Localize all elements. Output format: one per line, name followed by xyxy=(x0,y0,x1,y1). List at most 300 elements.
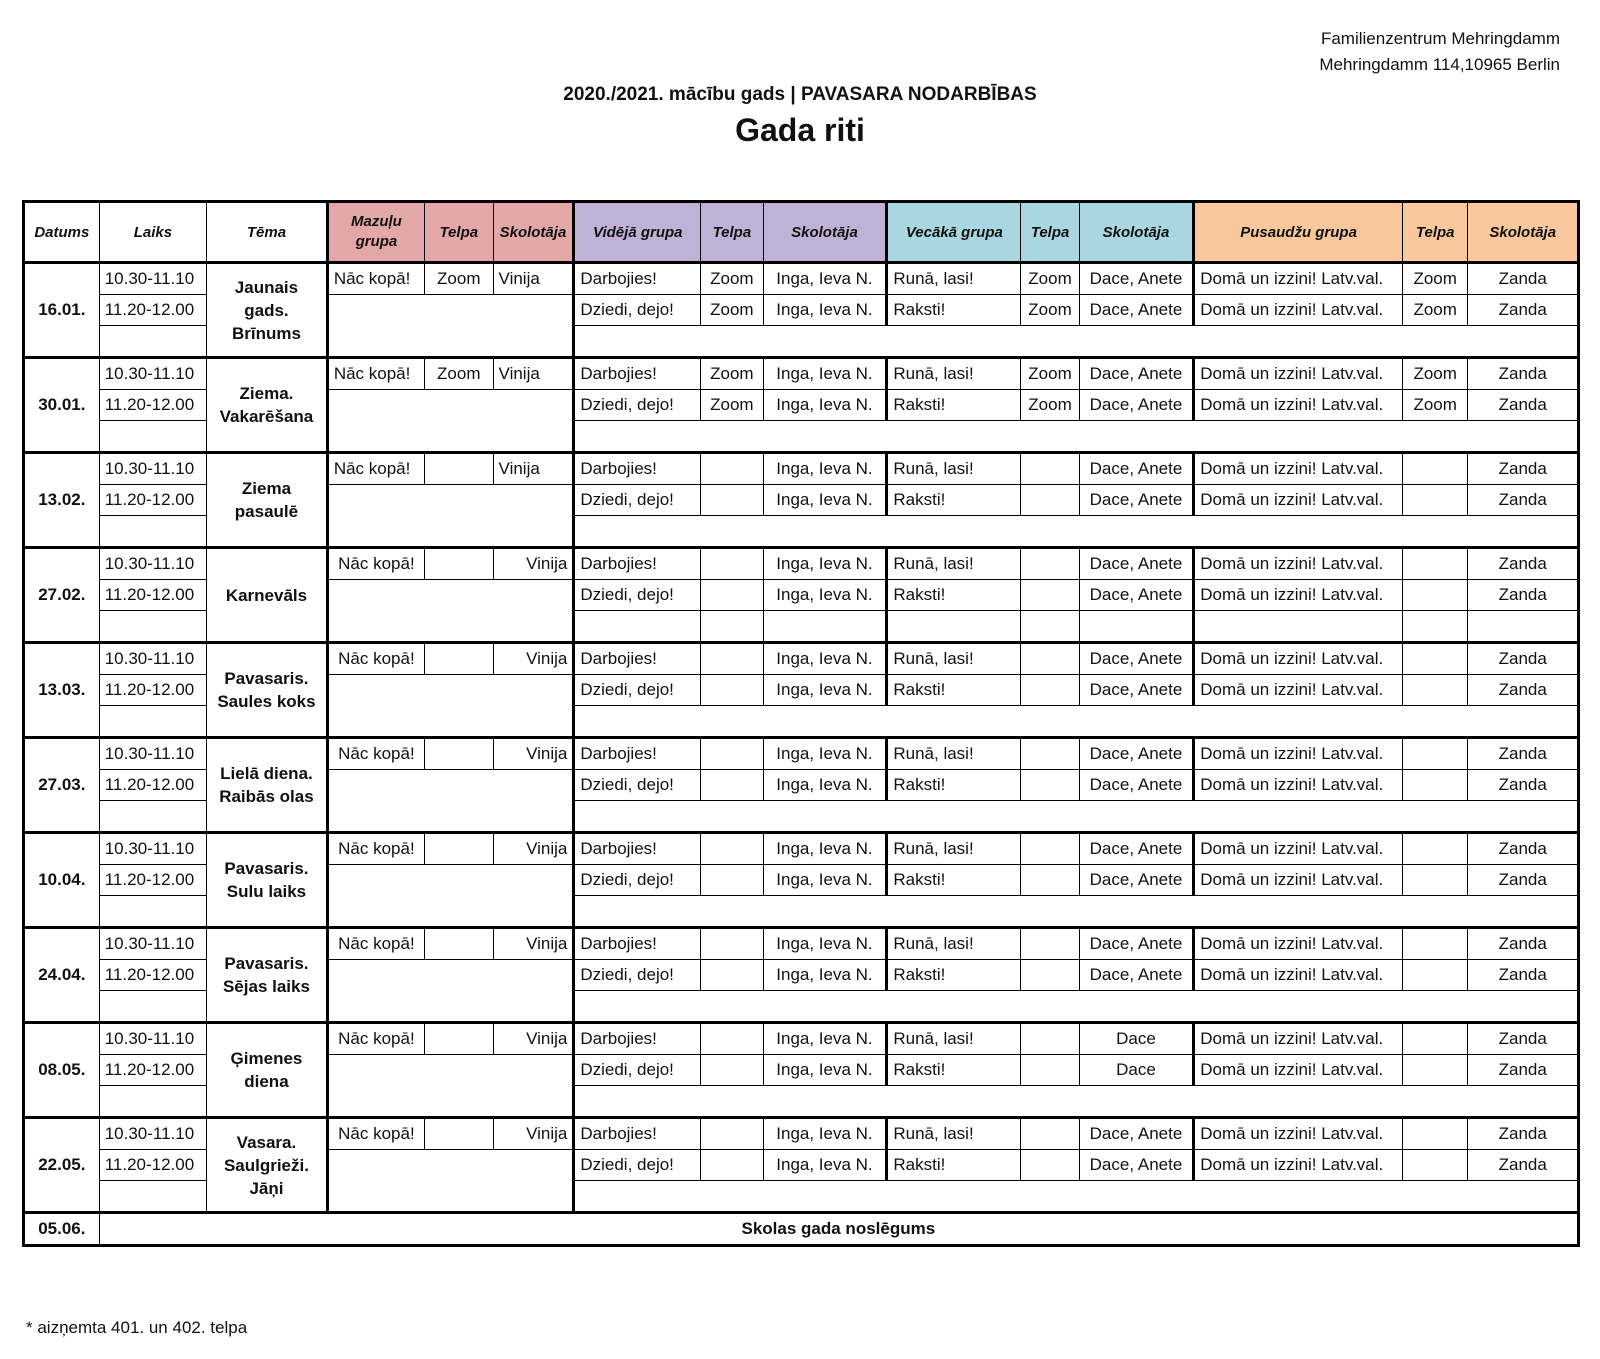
vecaka-room: Zoom xyxy=(1021,358,1079,390)
pusaudzu-room xyxy=(1402,548,1467,580)
groups-empty xyxy=(574,421,1579,453)
videja-activity: Darbojies! xyxy=(574,928,701,960)
vecaka-room xyxy=(1021,643,1079,675)
videja-room xyxy=(701,453,763,485)
vecaka-room xyxy=(1021,485,1079,516)
time-cell-empty xyxy=(99,991,206,1023)
videja-teacher: Inga, Ieva N. xyxy=(763,928,887,960)
time-cell-empty xyxy=(99,326,206,358)
videja-room xyxy=(701,1118,763,1150)
header-row xyxy=(24,202,1579,263)
date-cell: 27.03. xyxy=(24,738,100,833)
vecaka-activity: Raksti! xyxy=(887,580,1021,611)
date-cell: 08.05. xyxy=(24,1023,100,1118)
header-laiks: Laiks xyxy=(99,202,206,263)
vecaka-room xyxy=(1021,675,1079,706)
vecaka-teacher: Dace, Anete xyxy=(1079,390,1194,421)
pusaudzu-teacher: Zanda xyxy=(1468,770,1579,801)
videja-teacher-empty xyxy=(763,611,887,643)
vecaka-activity: Raksti! xyxy=(887,865,1021,896)
videja-room: Zoom xyxy=(701,358,763,390)
pusaudzu-room xyxy=(1402,1150,1467,1181)
mazulu-activity: Nāc kopā! xyxy=(327,1118,424,1150)
header-pusaudzu-grupa: Pusaudžu grupa xyxy=(1194,202,1403,263)
videja-room-empty xyxy=(701,611,763,643)
time-cell: 10.30-11.10 xyxy=(99,738,206,770)
time-cell-empty xyxy=(99,1181,206,1213)
pusaudzu-room xyxy=(1402,1023,1467,1055)
theme-cell: Pavasaris. Sējas laiks xyxy=(207,928,328,1023)
pusaudzu-activity: Domā un izzini! Latv.val. xyxy=(1194,865,1403,896)
mazulu-teacher: Vinija xyxy=(493,358,574,390)
vecaka-room xyxy=(1021,1118,1079,1150)
time-cell-empty xyxy=(99,801,206,833)
mazulu-teacher: Vinija xyxy=(493,263,574,295)
pusaudzu-teacher: Zanda xyxy=(1468,1150,1579,1181)
date-cell: 16.01. xyxy=(24,263,100,358)
vecaka-teacher: Dace, Anete xyxy=(1079,960,1194,991)
vecaka-room xyxy=(1021,833,1079,865)
pusaudzu-teacher: Zanda xyxy=(1468,358,1579,390)
mazulu-empty xyxy=(327,675,574,738)
mazulu-activity: Nāc kopā! xyxy=(327,928,424,960)
mazulu-activity: Nāc kopā! xyxy=(327,263,424,295)
header-mazulu-grupa: Mazuļu grupa xyxy=(327,202,424,263)
vecaka-teacher: Dace, Anete xyxy=(1079,453,1194,485)
date-cell: 24.04. xyxy=(24,928,100,1023)
groups-empty xyxy=(574,516,1579,548)
videja-activity: Darbojies! xyxy=(574,548,701,580)
table-row xyxy=(24,738,1579,770)
pusaudzu-teacher: Zanda xyxy=(1468,295,1579,326)
groups-empty xyxy=(574,991,1579,1023)
theme-cell: Karnevāls xyxy=(207,548,328,643)
pusaudzu-room xyxy=(1402,865,1467,896)
pusaudzu-room-empty xyxy=(1402,611,1467,643)
pusaudzu-teacher: Zanda xyxy=(1468,928,1579,960)
videja-activity: Dziedi, dejo! xyxy=(574,485,701,516)
pusaudzu-activity: Domā un izzini! Latv.val. xyxy=(1194,770,1403,801)
theme-cell: Vasara. Saulgrieži. Jāņi xyxy=(207,1118,328,1213)
mazulu-empty xyxy=(327,295,574,358)
vecaka-teacher: Dace xyxy=(1079,1055,1194,1086)
mazulu-teacher: Vinija xyxy=(493,1023,574,1055)
time-cell: 11.20-12.00 xyxy=(99,960,206,991)
date-cell: 10.04. xyxy=(24,833,100,928)
pusaudzu-activity: Domā un izzini! Latv.val. xyxy=(1194,1150,1403,1181)
header-vecaka-telpa: Telpa xyxy=(1021,202,1079,263)
pusaudzu-room xyxy=(1402,928,1467,960)
final-date-cell: 05.06. xyxy=(24,1213,100,1246)
videja-activity: Dziedi, dejo! xyxy=(574,960,701,991)
pusaudzu-teacher: Zanda xyxy=(1468,263,1579,295)
time-cell-empty xyxy=(99,1086,206,1118)
time-cell: 11.20-12.00 xyxy=(99,865,206,896)
mazulu-teacher: Vinija xyxy=(493,453,574,485)
vecaka-room xyxy=(1021,548,1079,580)
vecaka-activity: Raksti! xyxy=(887,770,1021,801)
vecaka-room xyxy=(1021,738,1079,770)
videja-teacher: Inga, Ieva N. xyxy=(763,295,887,326)
videja-room xyxy=(701,643,763,675)
vecaka-teacher: Dace, Anete xyxy=(1079,548,1194,580)
vecaka-room xyxy=(1021,770,1079,801)
time-cell: 10.30-11.10 xyxy=(99,358,206,390)
mazulu-teacher: Vinija xyxy=(493,1118,574,1150)
videja-activity: Darbojies! xyxy=(574,1118,701,1150)
header-videja-grupa: Vidējā grupa xyxy=(574,202,701,263)
schedule-table xyxy=(22,200,1580,1247)
mazulu-teacher: Vinija xyxy=(493,738,574,770)
table-row xyxy=(24,548,1579,580)
vecaka-room: Zoom xyxy=(1021,263,1079,295)
address-line-2: Mehringdamm 114,10965 Berlin xyxy=(1319,55,1560,74)
vecaka-room xyxy=(1021,1150,1079,1181)
videja-room: Zoom xyxy=(701,263,763,295)
pusaudzu-teacher: Zanda xyxy=(1468,1118,1579,1150)
mazulu-activity: Nāc kopā! xyxy=(327,453,424,485)
mazulu-teacher: Vinija xyxy=(493,928,574,960)
time-cell: 10.30-11.10 xyxy=(99,548,206,580)
vecaka-activity: Runā, lasi! xyxy=(887,738,1021,770)
page-subtitle: 2020./2021. mācību gads | PAVASARA NODARBĪBAS xyxy=(563,84,1037,105)
pusaudzu-teacher: Zanda xyxy=(1468,865,1579,896)
address-line-1: Familienzentrum Mehringdamm xyxy=(1320,29,1560,48)
vecaka-activity: Raksti! xyxy=(887,1150,1021,1181)
time-cell: 11.20-12.00 xyxy=(99,390,206,421)
final-text-cell: Skolas gada noslēgums xyxy=(99,1213,1578,1246)
vecaka-activity: Raksti! xyxy=(887,295,1021,326)
mazulu-activity: Nāc kopā! xyxy=(327,548,424,580)
vecaka-teacher: Dace, Anete xyxy=(1079,295,1194,326)
pusaudzu-teacher: Zanda xyxy=(1468,833,1579,865)
pusaudzu-room xyxy=(1402,1055,1467,1086)
pusaudzu-activity: Domā un izzini! Latv.val. xyxy=(1194,833,1403,865)
pusaudzu-teacher-empty xyxy=(1468,611,1579,643)
pusaudzu-room xyxy=(1402,453,1467,485)
page-title: Gada riti xyxy=(735,112,865,148)
table-row xyxy=(24,263,1579,295)
mazulu-empty xyxy=(327,390,574,453)
groups-empty xyxy=(574,326,1579,358)
vecaka-activity: Raksti! xyxy=(887,1055,1021,1086)
final-row xyxy=(24,1213,1579,1246)
time-cell: 11.20-12.00 xyxy=(99,1055,206,1086)
videja-teacher: Inga, Ieva N. xyxy=(763,1118,887,1150)
pusaudzu-room xyxy=(1402,960,1467,991)
videja-teacher: Inga, Ieva N. xyxy=(763,1023,887,1055)
pusaudzu-activity-empty xyxy=(1194,611,1403,643)
videja-room xyxy=(701,865,763,896)
mazulu-room xyxy=(425,1023,494,1055)
videja-teacher: Inga, Ieva N. xyxy=(763,453,887,485)
vecaka-teacher: Dace, Anete xyxy=(1079,770,1194,801)
table-row xyxy=(24,833,1579,865)
vecaka-teacher: Dace, Anete xyxy=(1079,865,1194,896)
videja-activity: Dziedi, dejo! xyxy=(574,675,701,706)
pusaudzu-activity: Domā un izzini! Latv.val. xyxy=(1194,675,1403,706)
vecaka-activity: Runā, lasi! xyxy=(887,453,1021,485)
date-cell: 13.02. xyxy=(24,453,100,548)
table-row xyxy=(24,358,1579,390)
videja-activity: Dziedi, dejo! xyxy=(574,390,701,421)
videja-teacher: Inga, Ieva N. xyxy=(763,960,887,991)
vecaka-activity-empty xyxy=(887,611,1021,643)
header-pusaudzu-telpa: Telpa xyxy=(1402,202,1467,263)
pusaudzu-activity: Domā un izzini! Latv.val. xyxy=(1194,1118,1403,1150)
pusaudzu-activity: Domā un izzini! Latv.val. xyxy=(1194,390,1403,421)
mazulu-teacher: Vinija xyxy=(493,643,574,675)
pusaudzu-room xyxy=(1402,580,1467,611)
mazulu-room: Zoom xyxy=(425,263,494,295)
pusaudzu-teacher: Zanda xyxy=(1468,485,1579,516)
vecaka-teacher: Dace, Anete xyxy=(1079,738,1194,770)
videja-room xyxy=(701,738,763,770)
theme-cell: Pavasaris. Saules koks xyxy=(207,643,328,738)
videja-activity: Darbojies! xyxy=(574,1023,701,1055)
videja-teacher: Inga, Ieva N. xyxy=(763,548,887,580)
videja-activity: Darbojies! xyxy=(574,358,701,390)
videja-room: Zoom xyxy=(701,390,763,421)
vecaka-room xyxy=(1021,1023,1079,1055)
vecaka-activity: Runā, lasi! xyxy=(887,833,1021,865)
vecaka-activity: Raksti! xyxy=(887,485,1021,516)
date-cell: 22.05. xyxy=(24,1118,100,1213)
vecaka-room: Zoom xyxy=(1021,390,1079,421)
pusaudzu-room: Zoom xyxy=(1402,390,1467,421)
videja-room xyxy=(701,770,763,801)
videja-teacher: Inga, Ieva N. xyxy=(763,770,887,801)
mazulu-room xyxy=(425,833,494,865)
vecaka-teacher: Dace, Anete xyxy=(1079,580,1194,611)
schedule-body xyxy=(24,263,1579,1246)
vecaka-activity: Runā, lasi! xyxy=(887,1023,1021,1055)
mazulu-activity: Nāc kopā! xyxy=(327,358,424,390)
pusaudzu-room xyxy=(1402,1118,1467,1150)
mazulu-empty xyxy=(327,770,574,833)
mazulu-empty xyxy=(327,485,574,548)
vecaka-teacher-empty xyxy=(1079,611,1194,643)
vecaka-teacher: Dace, Anete xyxy=(1079,675,1194,706)
pusaudzu-room xyxy=(1402,770,1467,801)
pusaudzu-activity: Domā un izzini! Latv.val. xyxy=(1194,960,1403,991)
mazulu-activity: Nāc kopā! xyxy=(327,643,424,675)
vecaka-room-empty xyxy=(1021,611,1079,643)
mazulu-room xyxy=(425,548,494,580)
videja-room xyxy=(701,960,763,991)
time-cell: 10.30-11.10 xyxy=(99,453,206,485)
mazulu-activity: Nāc kopā! xyxy=(327,833,424,865)
groups-empty xyxy=(574,1181,1579,1213)
videja-room xyxy=(701,675,763,706)
vecaka-room xyxy=(1021,580,1079,611)
videja-activity: Dziedi, dejo! xyxy=(574,580,701,611)
header-datums: Datums xyxy=(24,202,100,263)
vecaka-activity: Runā, lasi! xyxy=(887,928,1021,960)
footnote: * aizņemta 401. un 402. telpa xyxy=(26,1318,248,1337)
time-cell-empty xyxy=(99,611,206,643)
vecaka-room: Zoom xyxy=(1021,295,1079,326)
time-cell: 10.30-11.10 xyxy=(99,833,206,865)
mazulu-empty xyxy=(327,1150,574,1213)
pusaudzu-teacher: Zanda xyxy=(1468,1055,1579,1086)
videja-activity: Dziedi, dejo! xyxy=(574,1150,701,1181)
pusaudzu-room xyxy=(1402,485,1467,516)
mazulu-room xyxy=(425,453,494,485)
videja-activity: Darbojies! xyxy=(574,738,701,770)
vecaka-activity: Runā, lasi! xyxy=(887,358,1021,390)
pusaudzu-activity: Domā un izzini! Latv.val. xyxy=(1194,738,1403,770)
vecaka-teacher: Dace, Anete xyxy=(1079,1150,1194,1181)
pusaudzu-activity: Domā un izzini! Latv.val. xyxy=(1194,358,1403,390)
mazulu-room xyxy=(425,1118,494,1150)
table-row xyxy=(24,928,1579,960)
header-videja-skolotaja: Skolotāja xyxy=(763,202,887,263)
header-mazulu-telpa: Telpa xyxy=(425,202,494,263)
pusaudzu-activity: Domā un izzini! Latv.val. xyxy=(1194,928,1403,960)
mazulu-empty xyxy=(327,1055,574,1118)
mazulu-room xyxy=(425,738,494,770)
videja-activity: Dziedi, dejo! xyxy=(574,295,701,326)
table-row xyxy=(24,1023,1579,1055)
vecaka-activity: Runā, lasi! xyxy=(887,1118,1021,1150)
date-cell: 30.01. xyxy=(24,358,100,453)
pusaudzu-room xyxy=(1402,738,1467,770)
time-cell-empty xyxy=(99,421,206,453)
vecaka-room xyxy=(1021,1055,1079,1086)
header-vecaka-skolotaja: Skolotāja xyxy=(1079,202,1194,263)
groups-empty xyxy=(574,706,1579,738)
mazulu-empty xyxy=(327,960,574,1023)
mazulu-empty xyxy=(327,865,574,928)
pusaudzu-teacher: Zanda xyxy=(1468,580,1579,611)
theme-cell: Ģimenes diena xyxy=(207,1023,328,1118)
vecaka-activity: Runā, lasi! xyxy=(887,263,1021,295)
time-cell: 11.20-12.00 xyxy=(99,770,206,801)
time-cell: 10.30-11.10 xyxy=(99,643,206,675)
time-cell: 11.20-12.00 xyxy=(99,295,206,326)
pusaudzu-room xyxy=(1402,643,1467,675)
pusaudzu-teacher: Zanda xyxy=(1468,548,1579,580)
vecaka-teacher: Dace, Anete xyxy=(1079,833,1194,865)
videja-activity: Darbojies! xyxy=(574,643,701,675)
pusaudzu-teacher: Zanda xyxy=(1468,738,1579,770)
groups-empty xyxy=(574,1086,1579,1118)
videja-teacher: Inga, Ieva N. xyxy=(763,485,887,516)
pusaudzu-room: Zoom xyxy=(1402,295,1467,326)
videja-activity: Darbojies! xyxy=(574,453,701,485)
vecaka-room xyxy=(1021,865,1079,896)
mazulu-teacher: Vinija xyxy=(493,833,574,865)
mazulu-activity: Nāc kopā! xyxy=(327,1023,424,1055)
pusaudzu-teacher: Zanda xyxy=(1468,643,1579,675)
vecaka-activity: Runā, lasi! xyxy=(887,643,1021,675)
videja-room xyxy=(701,580,763,611)
pusaudzu-activity: Domā un izzini! Latv.val. xyxy=(1194,295,1403,326)
time-cell: 11.20-12.00 xyxy=(99,1150,206,1181)
vecaka-teacher: Dace, Anete xyxy=(1079,643,1194,675)
header-mazulu-skolotaja: Skolotāja xyxy=(493,202,574,263)
pusaudzu-activity: Domā un izzini! Latv.val. xyxy=(1194,1055,1403,1086)
mazulu-room xyxy=(425,643,494,675)
pusaudzu-activity: Domā un izzini! Latv.val. xyxy=(1194,453,1403,485)
videja-teacher: Inga, Ieva N. xyxy=(763,675,887,706)
pusaudzu-activity: Domā un izzini! Latv.val. xyxy=(1194,643,1403,675)
date-cell: 13.03. xyxy=(24,643,100,738)
date-cell: 27.02. xyxy=(24,548,100,643)
videja-activity: Darbojies! xyxy=(574,833,701,865)
time-cell: 10.30-11.10 xyxy=(99,263,206,295)
videja-activity-empty xyxy=(574,611,701,643)
header-pusaudzu-skolotaja: Skolotāja xyxy=(1468,202,1579,263)
time-cell: 11.20-12.00 xyxy=(99,580,206,611)
vecaka-teacher: Dace, Anete xyxy=(1079,1118,1194,1150)
pusaudzu-activity: Domā un izzini! Latv.val. xyxy=(1194,580,1403,611)
videja-room xyxy=(701,548,763,580)
videja-room xyxy=(701,1023,763,1055)
mazulu-teacher: Vinija xyxy=(493,548,574,580)
mazulu-room: Zoom xyxy=(425,358,494,390)
videja-activity: Dziedi, dejo! xyxy=(574,770,701,801)
videja-teacher: Inga, Ieva N. xyxy=(763,1055,887,1086)
pusaudzu-activity: Domā un izzini! Latv.val. xyxy=(1194,548,1403,580)
table-row xyxy=(24,453,1579,485)
videja-room xyxy=(701,833,763,865)
time-cell: 11.20-12.00 xyxy=(99,675,206,706)
groups-empty xyxy=(574,896,1579,928)
pusaudzu-teacher: Zanda xyxy=(1468,1023,1579,1055)
videja-activity: Dziedi, dejo! xyxy=(574,1055,701,1086)
time-cell: 10.30-11.10 xyxy=(99,1023,206,1055)
pusaudzu-teacher: Zanda xyxy=(1468,960,1579,991)
header-videja-telpa: Telpa xyxy=(701,202,763,263)
theme-cell: Ziema pasaulē xyxy=(207,453,328,548)
pusaudzu-room: Zoom xyxy=(1402,263,1467,295)
videja-teacher: Inga, Ieva N. xyxy=(763,865,887,896)
groups-empty xyxy=(574,801,1579,833)
videja-room xyxy=(701,485,763,516)
mazulu-empty xyxy=(327,580,574,643)
vecaka-activity: Raksti! xyxy=(887,675,1021,706)
videja-teacher: Inga, Ieva N. xyxy=(763,1150,887,1181)
videja-room xyxy=(701,1055,763,1086)
vecaka-activity: Raksti! xyxy=(887,960,1021,991)
vecaka-teacher: Dace, Anete xyxy=(1079,263,1194,295)
videja-teacher: Inga, Ieva N. xyxy=(763,643,887,675)
pusaudzu-activity: Domā un izzini! Latv.val. xyxy=(1194,485,1403,516)
pusaudzu-room xyxy=(1402,675,1467,706)
videja-teacher: Inga, Ieva N. xyxy=(763,358,887,390)
pusaudzu-teacher: Zanda xyxy=(1468,675,1579,706)
videja-room: Zoom xyxy=(701,295,763,326)
videja-room xyxy=(701,1150,763,1181)
time-cell: 10.30-11.10 xyxy=(99,1118,206,1150)
time-cell-empty xyxy=(99,706,206,738)
pusaudzu-teacher: Zanda xyxy=(1468,453,1579,485)
vecaka-teacher: Dace xyxy=(1079,1023,1194,1055)
videja-activity: Dziedi, dejo! xyxy=(574,865,701,896)
time-cell: 10.30-11.10 xyxy=(99,928,206,960)
pusaudzu-room xyxy=(1402,833,1467,865)
vecaka-activity: Raksti! xyxy=(887,390,1021,421)
time-cell: 11.20-12.00 xyxy=(99,485,206,516)
videja-teacher: Inga, Ieva N. xyxy=(763,580,887,611)
videja-teacher: Inga, Ieva N. xyxy=(763,390,887,421)
time-cell-empty xyxy=(99,516,206,548)
theme-cell: Lielā diena. Raibās olas xyxy=(207,738,328,833)
pusaudzu-activity: Domā un izzini! Latv.val. xyxy=(1194,1023,1403,1055)
table-row xyxy=(24,1118,1579,1150)
